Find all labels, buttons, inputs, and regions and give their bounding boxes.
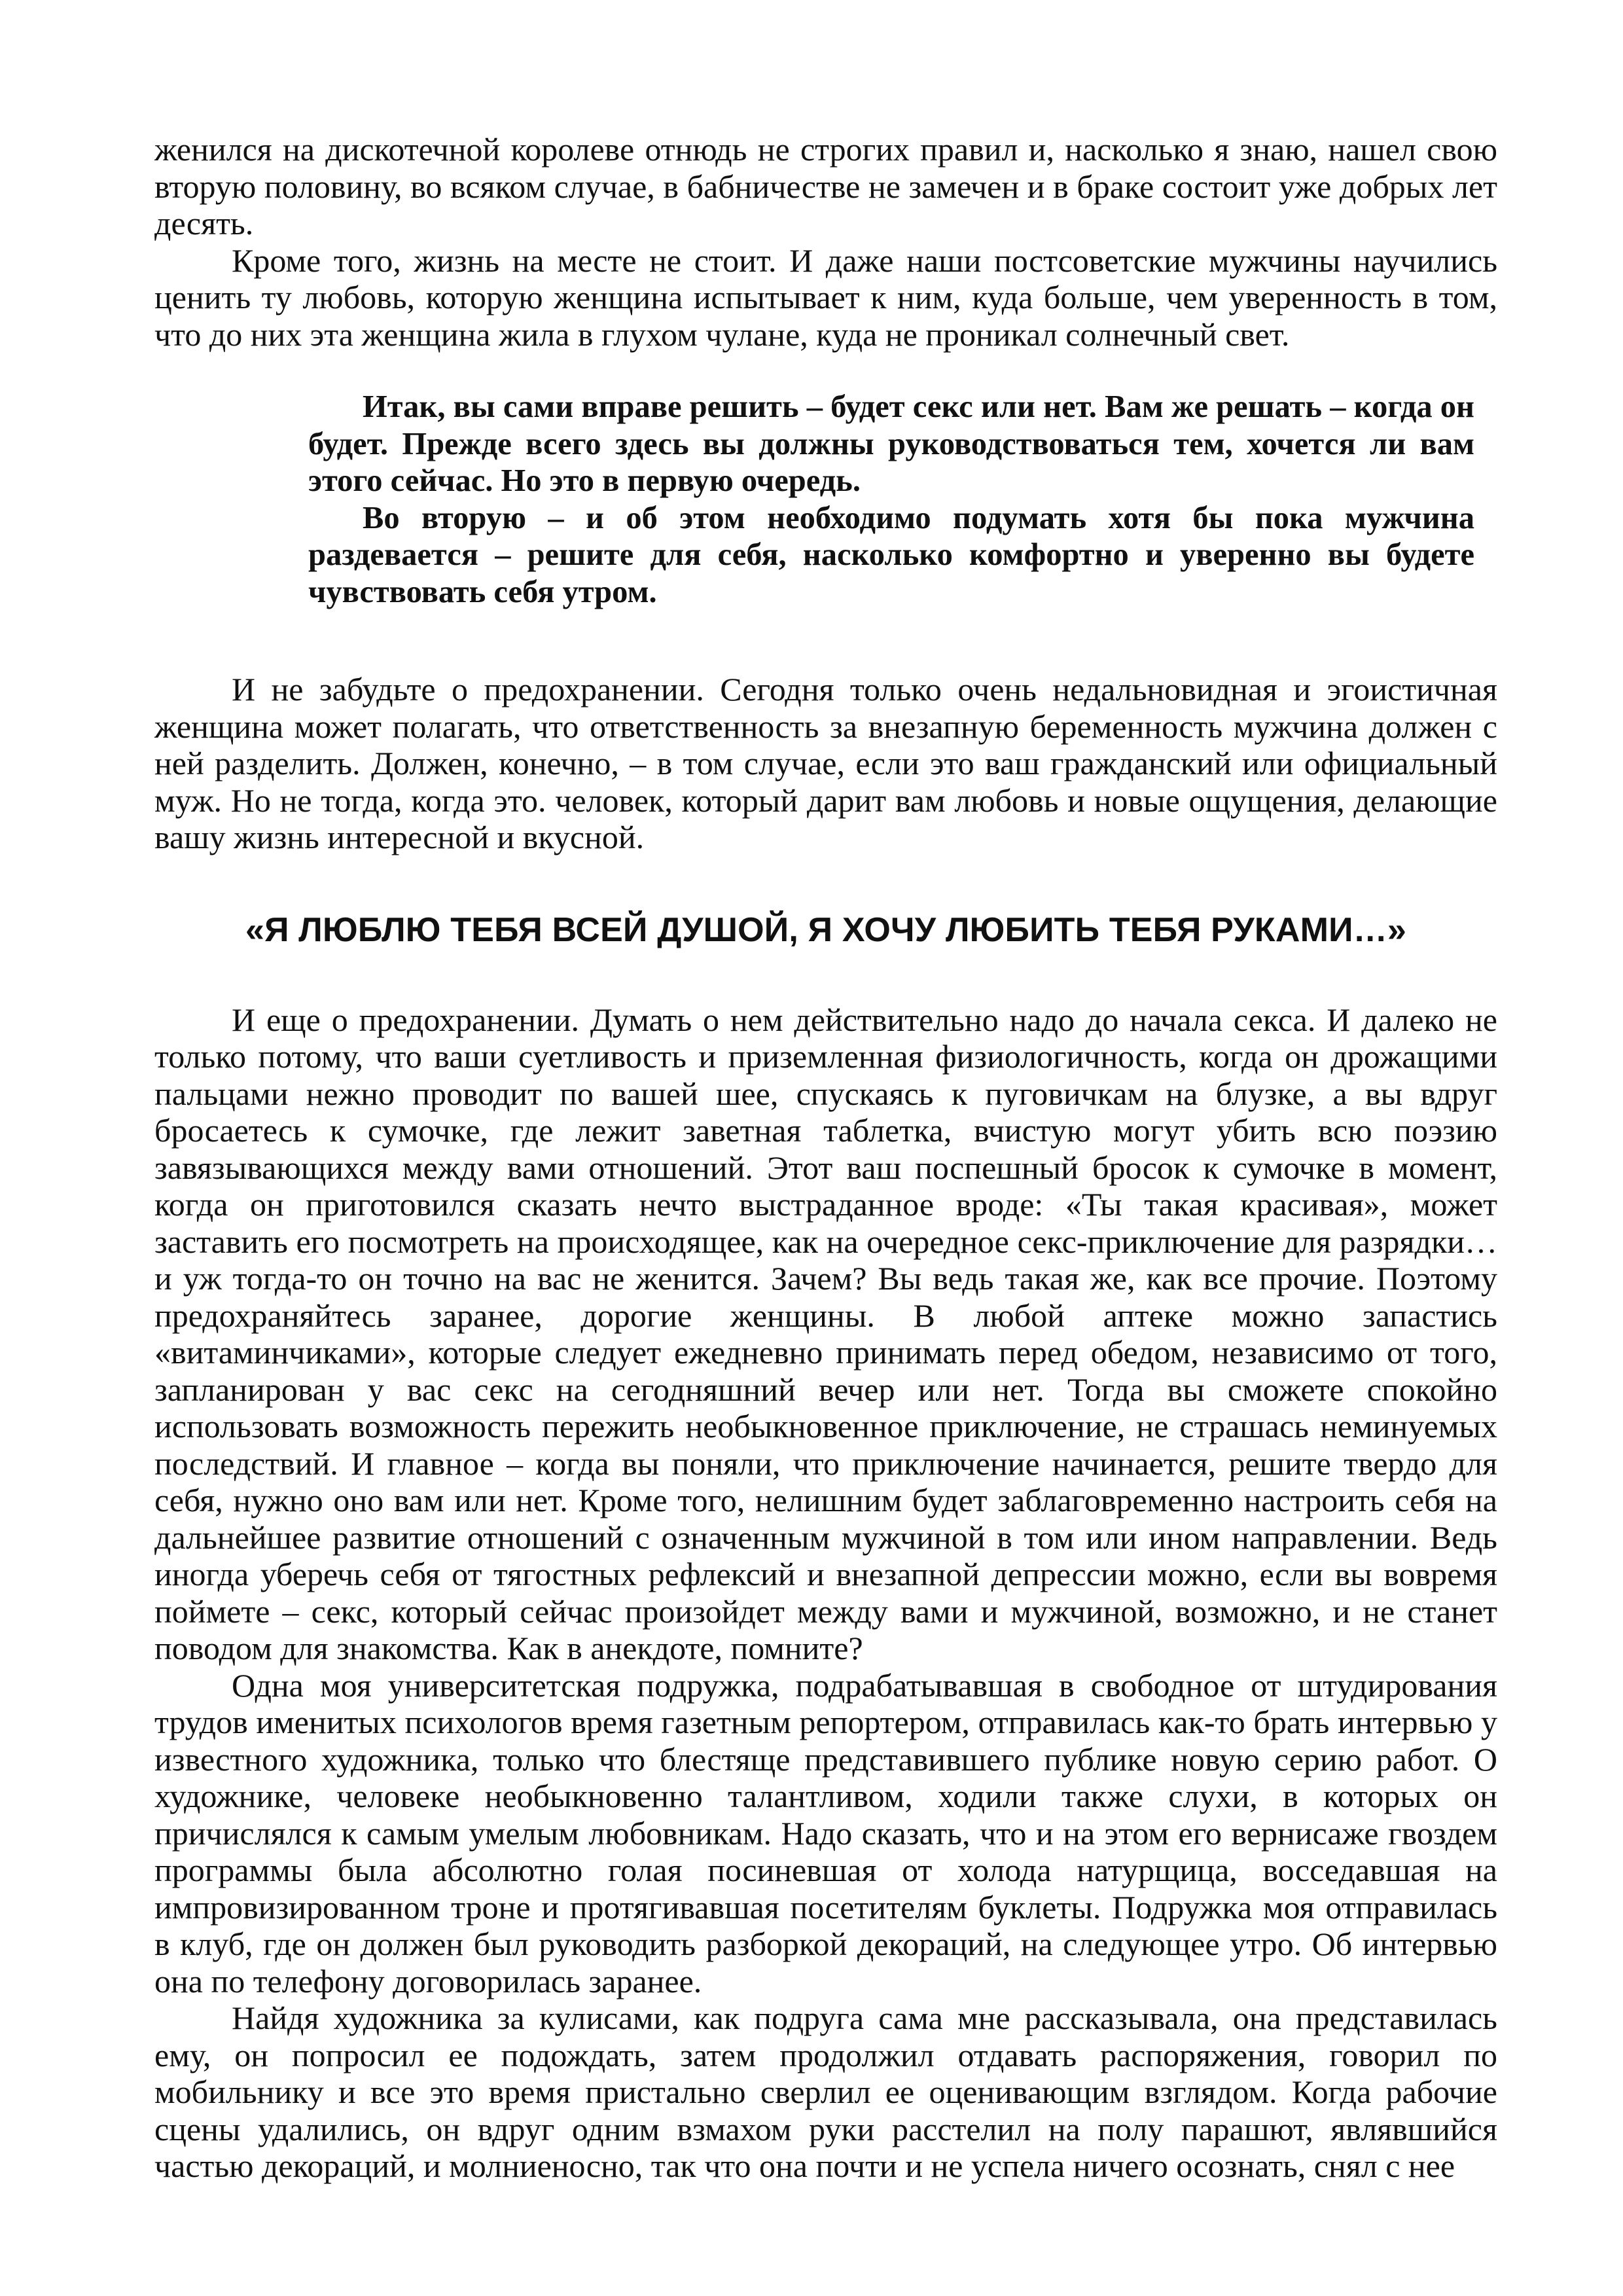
document-page: [154, 131, 1497, 2185]
paragraph: Кроме того, жизнь на месте не стоит. И даже наши постсоветские мужчины научились ценить ту любовь, которую женщина испытывает к ним, куда больше, чем уверенность в том, что до них эта женщина жила в глухом чулане, куда не проникал солнечный свет.: [154, 242, 1497, 353]
paragraph: Одна моя университетская подружка, подрабатывавшая в свободное от штудирования трудов именитых психологов время газетным репортером, отправилась как-то брать интервью у известного художника, только что блестяще представившего публике новую серию работ. О художнике, человеке необыкновенно талантливом, ходили также слухи, в которых он причислялся к самым умелым любовникам. Надо сказать, что и на этом его вернисаже гвоздем программы была абсолютно голая посиневшая от холода натурщица, восседавшая на импровизированном троне и протягивавшая посетителям буклеты. Подружка моя отправилась в клуб, где он должен был руководить разборкой декораций, на следующее утро. Об интервью она по телефону договорилась заранее.: [154, 1666, 1497, 2000]
paragraph: И еще о предохранении. Думать о нем действительно надо до начала секса. И далеко не только потому, что ваши суетливость и приземленная физиологичность, когда он дрожащими пальцами нежно проводит по вашей шее, спускаясь к пуговичкам на блузке, а вы вдруг бросаетесь к сумочке, где лежит заветная таблетка, вчистую могут убить всю поэзию завязывающихся между вами отношений. Этот ваш поспешный бросок к сумочке в момент, когда он приготовился сказать нечто выстраданное вроде: «Ты такая красивая», может заставить его посмотреть на происходящее, как на очередное секс-приключение для разрядки… и уж тогда-то он точно на вас не женится. Зачем? Вы ведь такая же, как все прочие. Поэтому предохраняйтесь заранее, дорогие женщины. В любой аптеке можно запастись «витаминчиками», которые следует ежедневно принимать перед обедом, независимо от того, запланирован у вас секс на сегодняшний вечер или нет. Тогда вы сможете спокойно использовать возможность пережить необыкновенное приключение, не страшась неминуемых последствий. И главное – когда вы поняли, что приключение начинается, решите твердо для себя, нужно оно вам или нет. Кроме того, нелишним будет заблаговременно настроить себя на дальнейшее развитие отношений с означенным мужчиной в том или ином направлении. Ведь иногда уберечь себя от тягостных рефлексий и внезапной депрессии можно, если вы вовремя поймете – секс, который сейчас произойдет между вами и мужчиной, возможно, и не станет поводом для знакомства. Как в анекдоте, помните?: [154, 1001, 1497, 1666]
callout-paragraph: Итак, вы сами вправе решить – будет секс или нет. Вам же решать – когда он будет. Прежде всего здесь вы должны руководствоваться тем, хочется ли вам этого сейчас. Но это в первую очередь.: [308, 389, 1474, 498]
section-heading: «Я ЛЮБЛЮ ТЕБЯ ВСЕЙ ДУШОЙ, Я ХОЧУ ЛЮБИТЬ ТЕБЯ РУКАМИ…»: [245, 910, 1407, 949]
paragraph: И не забудьте о предохранении. Сегодня только очень недальновидная и эгоистичная женщина может полагать, что ответственность за внезапную беременность мужчина должен с ней разделить. Должен, конечно, – в том случае, если это ваш гражданский или официальный муж. Но не тогда, когда это. человек, который дарит вам любовь и новые ощущения, делающие вашу жизнь интересной и вкусной.: [154, 671, 1497, 855]
bold-callout-block: [154, 389, 1497, 611]
paragraph-continuation: женился на дискотечной королеве отнюдь не строгих правил и, насколько я знаю, нашел свою вторую половину, во всяком случае, в бабничестве не замечен и в браке состоит уже добрых лет десять.: [154, 131, 1497, 242]
callout-paragraph: Во вторую – и об этом необходимо подумать хотя бы пока мужчина раздевается – решите для себя, насколько комфортно и уверенно вы будете чувствовать себя утром.: [308, 500, 1474, 609]
paragraph: Найдя художника за кулисами, как подруга сама мне рассказывала, она представилась ему, он попросил ее подождать, затем продолжил отдавать распоряжения, говорил по мобильнику и все это время пристально сверлил ее оценивающим взглядом. Когда рабочие сцены удалились, он вдруг одним взмахом руки расстелил на полу парашют, являвшийся частью декораций, и молниеносно, так что она почти и не успела ничего осознать, снял с нее: [154, 2000, 1497, 2184]
